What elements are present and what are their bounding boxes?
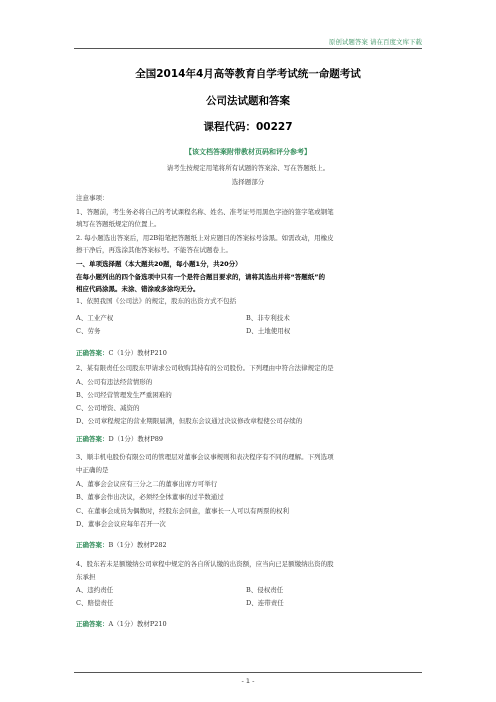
section-label: 选择题部分 [231,178,265,186]
option-c: C、赔偿责任 [76,599,114,607]
option-a: A、董事会会议应有三分之二的董事出席方可举行 [76,480,218,488]
answer-value: D（1分）教材P89 [108,435,163,443]
option-a: A、工业产权 [76,314,114,322]
option-d: D、董事会会议应每年召开一次 [76,520,166,528]
instruction-text: 1、答题前，考生务必将自己的考试课程名称、姓名、准考证号用黑色字迹的签字笔或钢笔 [76,208,334,216]
instruction-text: 2. 每小题选出答案后，用2B铅笔把答题纸上对应题目的答案标号涂黑。如需改动，用橡皮 [76,234,334,242]
intro-line: 请考生按规定用笔将所有试题的答案涂、写在答题纸上。 [166,164,330,172]
option-b: B、侵权责任 [246,586,284,594]
answer-label: 正确答案： [76,541,109,549]
option-a: A、公司有违法经营情形的 [76,378,153,386]
answer-label: 正确答案： [76,435,109,443]
instructions-heading: 注意事项： [76,194,109,202]
exam-title: 全国2014年4月高等教育自学考试统一命题考试 [135,68,361,80]
section-rule: 相应代码涂黑。未涂、错涂或多涂均无分。 [76,285,200,293]
question-stem-cont: 中正确的是 [76,466,109,474]
section-heading: 一、单项选择题（本大题共20题，每小题1分，共20分） [76,260,242,268]
option-a: A、违约责任 [76,586,114,594]
option-d: D、连带责任 [246,599,284,607]
instruction-text: 填写在答题纸规定的位置上。 [76,220,161,228]
option-c: C、在董事会成员为偶数时，经股东会同意，董事长一人可以有两票的权利 [76,507,289,515]
option-c: C、劳务 [76,327,101,335]
answer-value: B（1分）教材P282 [108,541,167,549]
document-notice: 【该文档答案附带教材页码和评分参考】 [185,148,311,156]
question-stem: 4、股东若未足额缴纳公司章程中规定的各自所认缴的出资额，应当向已足额缴纳出资的股 [76,560,334,568]
answer-line [76,619,167,628]
instruction-text: 擦干净后，再选涂其他答案标号。不能答在试题卷上。 [76,246,232,254]
answer-value: C（1分）教材P210 [108,349,167,357]
course-code: 课程代码：00227 [203,121,293,133]
answer-line [76,434,163,443]
option-d: D、公司章程规定的营业期限届满，但股东会议通过决议修改章程使公司存续的 [76,417,303,425]
answer-line [76,348,167,357]
question-stem: 2、某有限责任公司股东甲请求公司收购其持有的公司股份。下列理由中符合法律规定的是 [76,364,334,372]
answer-label: 正确答案： [76,620,109,628]
option-b: B、董事会作出决议，必须经全体董事的过半数通过 [76,493,224,501]
question-stem: 3、顺丰机电股份有限公司的管理层对董事会议事规则和表决程序有不同的理解。下列选项 [76,453,334,461]
option-b: B、公司经营管理发生严重困难的 [76,391,172,399]
option-b: B、非专利技术 [246,314,290,322]
option-c: C、公司增资、减资的 [76,404,140,412]
answer-line [76,540,167,549]
question-stem: 1、依照我国《公司法》的规定，股东的出资方式不包括 [76,297,237,305]
page-number: - 1 - [241,677,255,685]
header-rule [74,48,422,49]
question-stem-cont: 东承担 [76,573,96,581]
section-rule: 在每小题列出的四个备选项中只有一个是符合题目要求的，请将其选出并将“答题纸”的 [76,273,326,281]
answer-label: 正确答案： [76,349,109,357]
exam-subject: 公司法试题和答案 [206,95,290,107]
option-d: D、土地使用权 [246,327,291,335]
header-note: 原创试题答案 请在百度文库下载 [328,38,422,46]
footer-rule [74,672,422,673]
answer-value: A（1分）教材P210 [108,620,167,628]
